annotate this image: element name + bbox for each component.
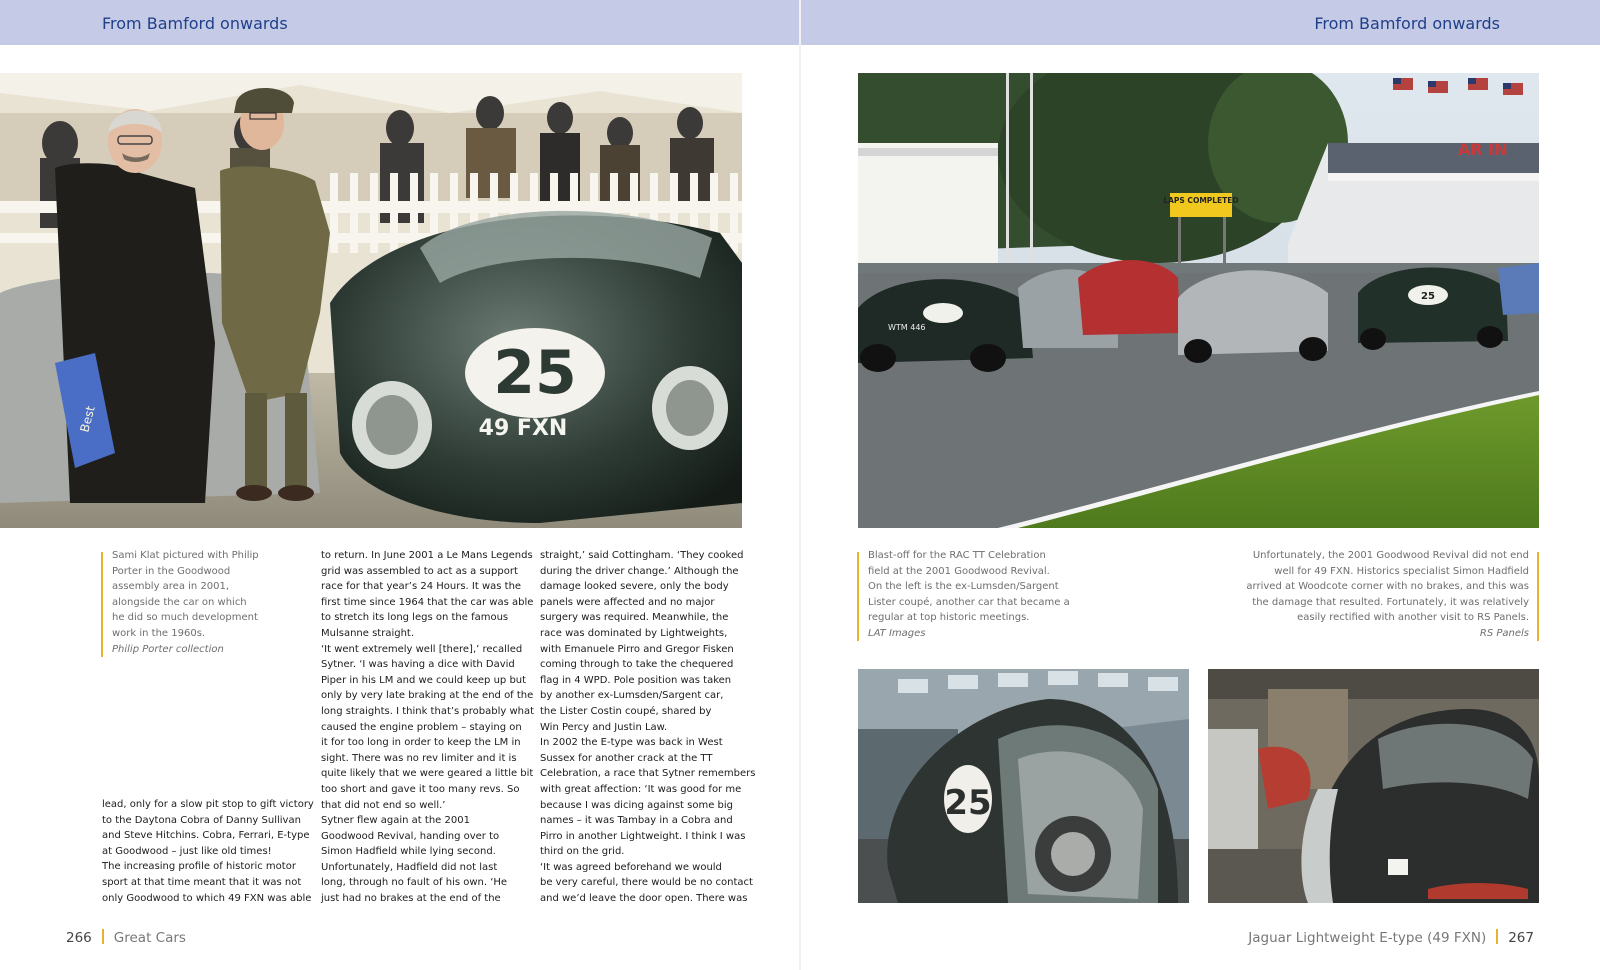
body-line: caused the engine problem – staying on <box>321 721 522 733</box>
caption-left-line: assembly area in 2001, <box>112 581 230 593</box>
body-line: flag in 4 WPD. Pole position was taken <box>540 674 732 686</box>
svg-text:AR IN: AR IN <box>1458 140 1508 159</box>
body-line: Sussex for another crack at the TT <box>540 752 713 764</box>
svg-text:25: 25 <box>944 783 992 823</box>
body-line: to stretch its long legs on the famous <box>321 612 509 624</box>
body-line: at Goodwood – just like old times! <box>102 845 272 857</box>
body-line: Simon Hadfield while lying second. <box>321 846 496 858</box>
body-line: sight. There was no rev limiter and it is <box>321 752 517 764</box>
body-line: that did not end so well.’ <box>321 799 446 811</box>
body-line: long, through no fault of his own. ‘He <box>321 877 508 889</box>
caption-right-right-line: well for 49 FXN. Historics specialist Simon Hadfield <box>1274 565 1529 577</box>
body-line: straight,’ said Cottingham. ‘They cooked <box>540 550 744 561</box>
body-line: third on the grid. <box>540 846 625 858</box>
caption-left-line: alongside the car on which <box>112 596 247 608</box>
body-line: panels were affected and no major <box>540 596 715 608</box>
photo-credit: Philip Porter collection <box>112 643 224 655</box>
caption-right-right-line: easily rectified with another visit to RS Panels. <box>1297 612 1529 624</box>
photo-credit: LAT Images <box>868 627 926 639</box>
body-column-2 <box>321 548 534 907</box>
body-line: grid was assembled to act as a support <box>321 565 518 577</box>
body-line: only Goodwood to which 49 FXN was able <box>102 892 312 904</box>
body-line: Mulsanne straight. <box>321 627 415 639</box>
svg-text:LAPS COMPLETED: LAPS COMPLETED <box>1163 196 1239 205</box>
chapter-title: Jaguar Lightweight E-type (49 FXN) <box>1248 930 1487 946</box>
body-line: Sytner. ‘I was having a dice with David <box>321 659 515 671</box>
body-line: surgery was required. Meanwhile, the <box>540 612 729 624</box>
caption-right-left-line: regular at top historic meetings. <box>868 612 1030 624</box>
photo-sami-klat-philip-porter <box>0 73 742 528</box>
caption-rule-right-left <box>857 552 859 641</box>
caption-left <box>112 548 302 657</box>
caption-left-line: Porter in the Goodwood <box>112 565 231 577</box>
caption-right-left-line: field at the 2001 Goodwood Revival. <box>868 565 1050 577</box>
photo-right-top-image <box>858 73 1539 528</box>
body-column-3 <box>540 548 756 907</box>
body-line: the Lister Costin coupé, shared by <box>540 705 712 717</box>
body-line: because I was dicing against some big <box>540 799 733 811</box>
caption-rule-left <box>101 552 103 657</box>
body-line: be very careful, there would be no contact <box>540 877 753 889</box>
body-line: and we’d leave the door open. There was <box>540 893 748 905</box>
body-line: quite likely that we were geared a little bit <box>321 768 534 780</box>
body-line: ‘It went extremely well [there],’ recalled <box>321 643 523 655</box>
page-number-right: 267 <box>1508 930 1534 946</box>
body-line: with great affection: ‘It was good for me <box>540 783 742 795</box>
page-number-left: 266 <box>66 930 92 946</box>
svg-text:49 FXN: 49 FXN <box>478 416 568 441</box>
folio-separator <box>102 929 104 944</box>
body-line: to the Daytona Cobra of Danny Sullivan <box>102 814 301 826</box>
body-line: too short and gave it too many revs. So <box>321 783 520 795</box>
folio-left <box>66 929 186 946</box>
caption-right-right-line: Unfortunately, the 2001 Goodwood Revival did not end <box>1252 550 1529 561</box>
photo-damaged-car-workshop-rear <box>1208 669 1539 903</box>
caption-rule-right-right <box>1537 552 1539 641</box>
body-line: race for that year’s 24 Hours. It was the <box>321 581 522 593</box>
body-line: to return. In June 2001 a Le Mans Legends <box>321 550 533 561</box>
caption-right-left-line: Blast-off for the RAC TT Celebration <box>868 550 1046 561</box>
caption-left-line: work in the 1960s. <box>112 627 206 639</box>
photo-rac-tt-celebration-start <box>858 73 1539 528</box>
body-line: sport at that time meant that it was not <box>102 876 302 888</box>
photo-right-bottom-right-image <box>1208 669 1539 903</box>
caption-right-right <box>1180 548 1529 642</box>
body-line: ‘It was agreed beforehand we would <box>540 861 722 873</box>
body-line: Pirro in another Lightweight. I think I was <box>540 830 746 842</box>
body-line: Win Percy and Justin Law. <box>540 721 668 733</box>
body-line: only by very late braking at the end of the <box>321 690 534 702</box>
body-line: Goodwood Revival, handing over to <box>321 830 500 842</box>
body-line: with Emanuele Pirro and Gregor Fisken <box>540 643 734 655</box>
body-line: names – it was Tambay in a Cobra and <box>540 815 733 827</box>
body-line: and Steve Hitchins. Cobra, Ferrari, E-type <box>102 830 310 842</box>
body-line: lead, only for a slow pit stop to gift victory <box>102 799 314 810</box>
body-line: Sytner flew again at the 2001 <box>321 815 470 827</box>
running-head-right <box>801 0 1600 45</box>
body-line: Unfortunately, Hadfield did not last <box>321 861 498 873</box>
svg-text:25: 25 <box>1421 291 1435 302</box>
running-head-right-text: From Bamford onwards <box>1314 14 1500 33</box>
caption-left-line: he did so much development <box>112 612 258 624</box>
body-column-1 <box>102 797 314 906</box>
svg-text:WTM 446: WTM 446 <box>888 323 926 332</box>
folio-separator <box>1496 929 1498 944</box>
body-line: it for too long in order to keep the LM in <box>321 737 521 749</box>
photo-right-bottom-left-image <box>858 669 1189 903</box>
photo-left-main-image <box>0 73 742 528</box>
body-line: first time since 1964 that the car was able <box>321 596 534 608</box>
body-line: Piper in his LM and we could keep up but <box>321 674 527 686</box>
body-line: damage looked severe, only the body <box>540 581 729 593</box>
body-line: long straights. I think that’s probably what <box>321 705 535 717</box>
svg-text:25: 25 <box>493 338 577 408</box>
photo-damaged-car-workshop-front <box>858 669 1189 903</box>
caption-right-left-line: Lister coupé, another car that became a <box>868 596 1070 608</box>
folio-right <box>1248 929 1534 946</box>
body-line: coming through to take the chequered <box>540 659 734 671</box>
svg-text:Best: Best <box>77 404 98 434</box>
body-line: during the driver change.’ Although the <box>540 565 739 577</box>
body-line: race was dominated by Lightweights, <box>540 627 728 639</box>
body-line: by another ex-Lumsden/Sargent car, <box>540 690 724 702</box>
book-title: Great Cars <box>113 930 186 946</box>
running-head-left <box>0 0 799 45</box>
caption-right-left <box>868 548 1098 642</box>
body-line: just had no brakes at the end of the <box>321 893 501 905</box>
caption-right-left-line: On the left is the ex-Lumsden/Sargent <box>868 581 1059 593</box>
page-gutter <box>799 0 801 970</box>
caption-left-line: Sami Klat pictured with Philip <box>112 550 259 561</box>
photo-credit: RS Panels <box>1479 627 1529 639</box>
body-line: The increasing profile of historic motor <box>102 861 296 873</box>
caption-right-right-line: arrived at Woodcote corner with no brakes, and this was <box>1246 581 1529 593</box>
body-line: In 2002 the E-type was back in West <box>540 737 723 749</box>
caption-right-right-line: the damage that resulted. Fortunately, it was relatively <box>1252 596 1529 608</box>
body-line: Celebration, a race that Sytner remembers <box>540 768 756 780</box>
running-head-left-text: From Bamford onwards <box>102 14 288 33</box>
